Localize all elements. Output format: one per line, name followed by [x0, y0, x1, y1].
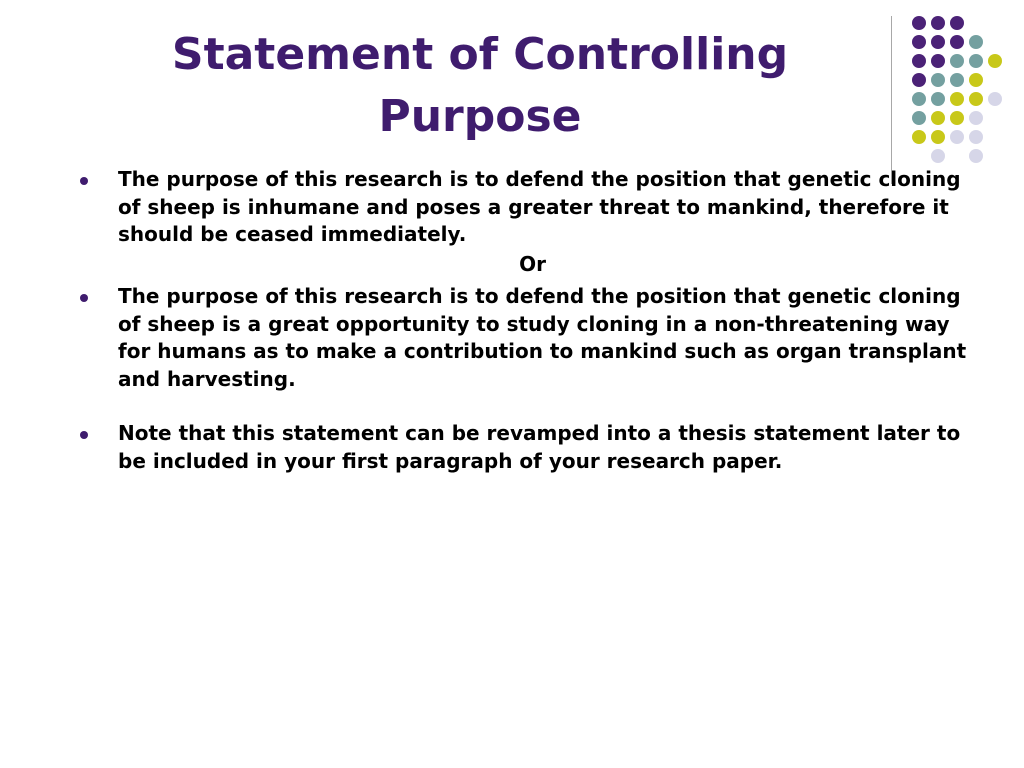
- decorative-dot: [912, 73, 926, 87]
- decorative-dot: [969, 111, 983, 125]
- decorative-dot: [912, 111, 926, 125]
- bullet-text-3: Note that this statement can be revamped into a thesis statement later to be included in your first paragraph of your research paper.: [118, 421, 961, 473]
- slide-body: [80, 166, 985, 475]
- decorative-dot: [950, 92, 964, 106]
- decorative-dot: [931, 16, 945, 30]
- bullet-text-1: The purpose of this research is to defend the position that genetic cloning of sheep is inhumane and poses a greater threat to mankind, therefore it should be ceased immediately.: [118, 167, 961, 246]
- decorative-dot: [950, 130, 964, 144]
- decorative-dot: [931, 54, 945, 68]
- decorative-dot: [969, 35, 983, 49]
- decorative-dot: [988, 54, 1002, 68]
- slide-title: [100, 24, 860, 148]
- bullet-dot-icon: [80, 294, 88, 302]
- bullet-item-1: [80, 166, 985, 249]
- decorative-dot: [950, 35, 964, 49]
- decorative-dot: [912, 92, 926, 106]
- bullet-item-3: [80, 420, 985, 475]
- decorative-dot: [931, 73, 945, 87]
- decorative-dot: [912, 54, 926, 68]
- spacer: [80, 393, 985, 420]
- decorative-dot: [969, 149, 983, 163]
- decorative-dot: [969, 54, 983, 68]
- decorative-dot: [950, 16, 964, 30]
- bullet-text-2: The purpose of this research is to defend the position that genetic cloning of sheep is a great opportunity to study cloning in a non-threatening way for humans as to make a contribution to mankind such as organ transplant and harvesting.: [118, 284, 967, 391]
- decorative-dot: [931, 130, 945, 144]
- decorative-dot: [931, 92, 945, 106]
- decorative-dot: [912, 130, 926, 144]
- bullet-dot-icon: [80, 177, 88, 185]
- decorative-divider: [891, 16, 892, 184]
- title-line-2: Purpose: [378, 91, 582, 142]
- decorative-dot: [950, 54, 964, 68]
- decorative-dot: [969, 92, 983, 106]
- separator-or: Or: [519, 251, 546, 276]
- decorative-dot: [950, 111, 964, 125]
- title-line-1: Statement of Controlling: [171, 29, 789, 80]
- decorative-dot: [969, 130, 983, 144]
- decorative-dot: [969, 73, 983, 87]
- decorative-dot: [912, 16, 926, 30]
- bullet-item-2: [80, 283, 985, 393]
- decorative-dot: [912, 35, 926, 49]
- decorative-dot: [931, 111, 945, 125]
- bullet-dot-icon: [80, 431, 88, 439]
- decorative-dot: [988, 92, 1002, 106]
- decorative-dot: [950, 73, 964, 87]
- decorative-dot: [931, 35, 945, 49]
- decorative-dot: [931, 149, 945, 163]
